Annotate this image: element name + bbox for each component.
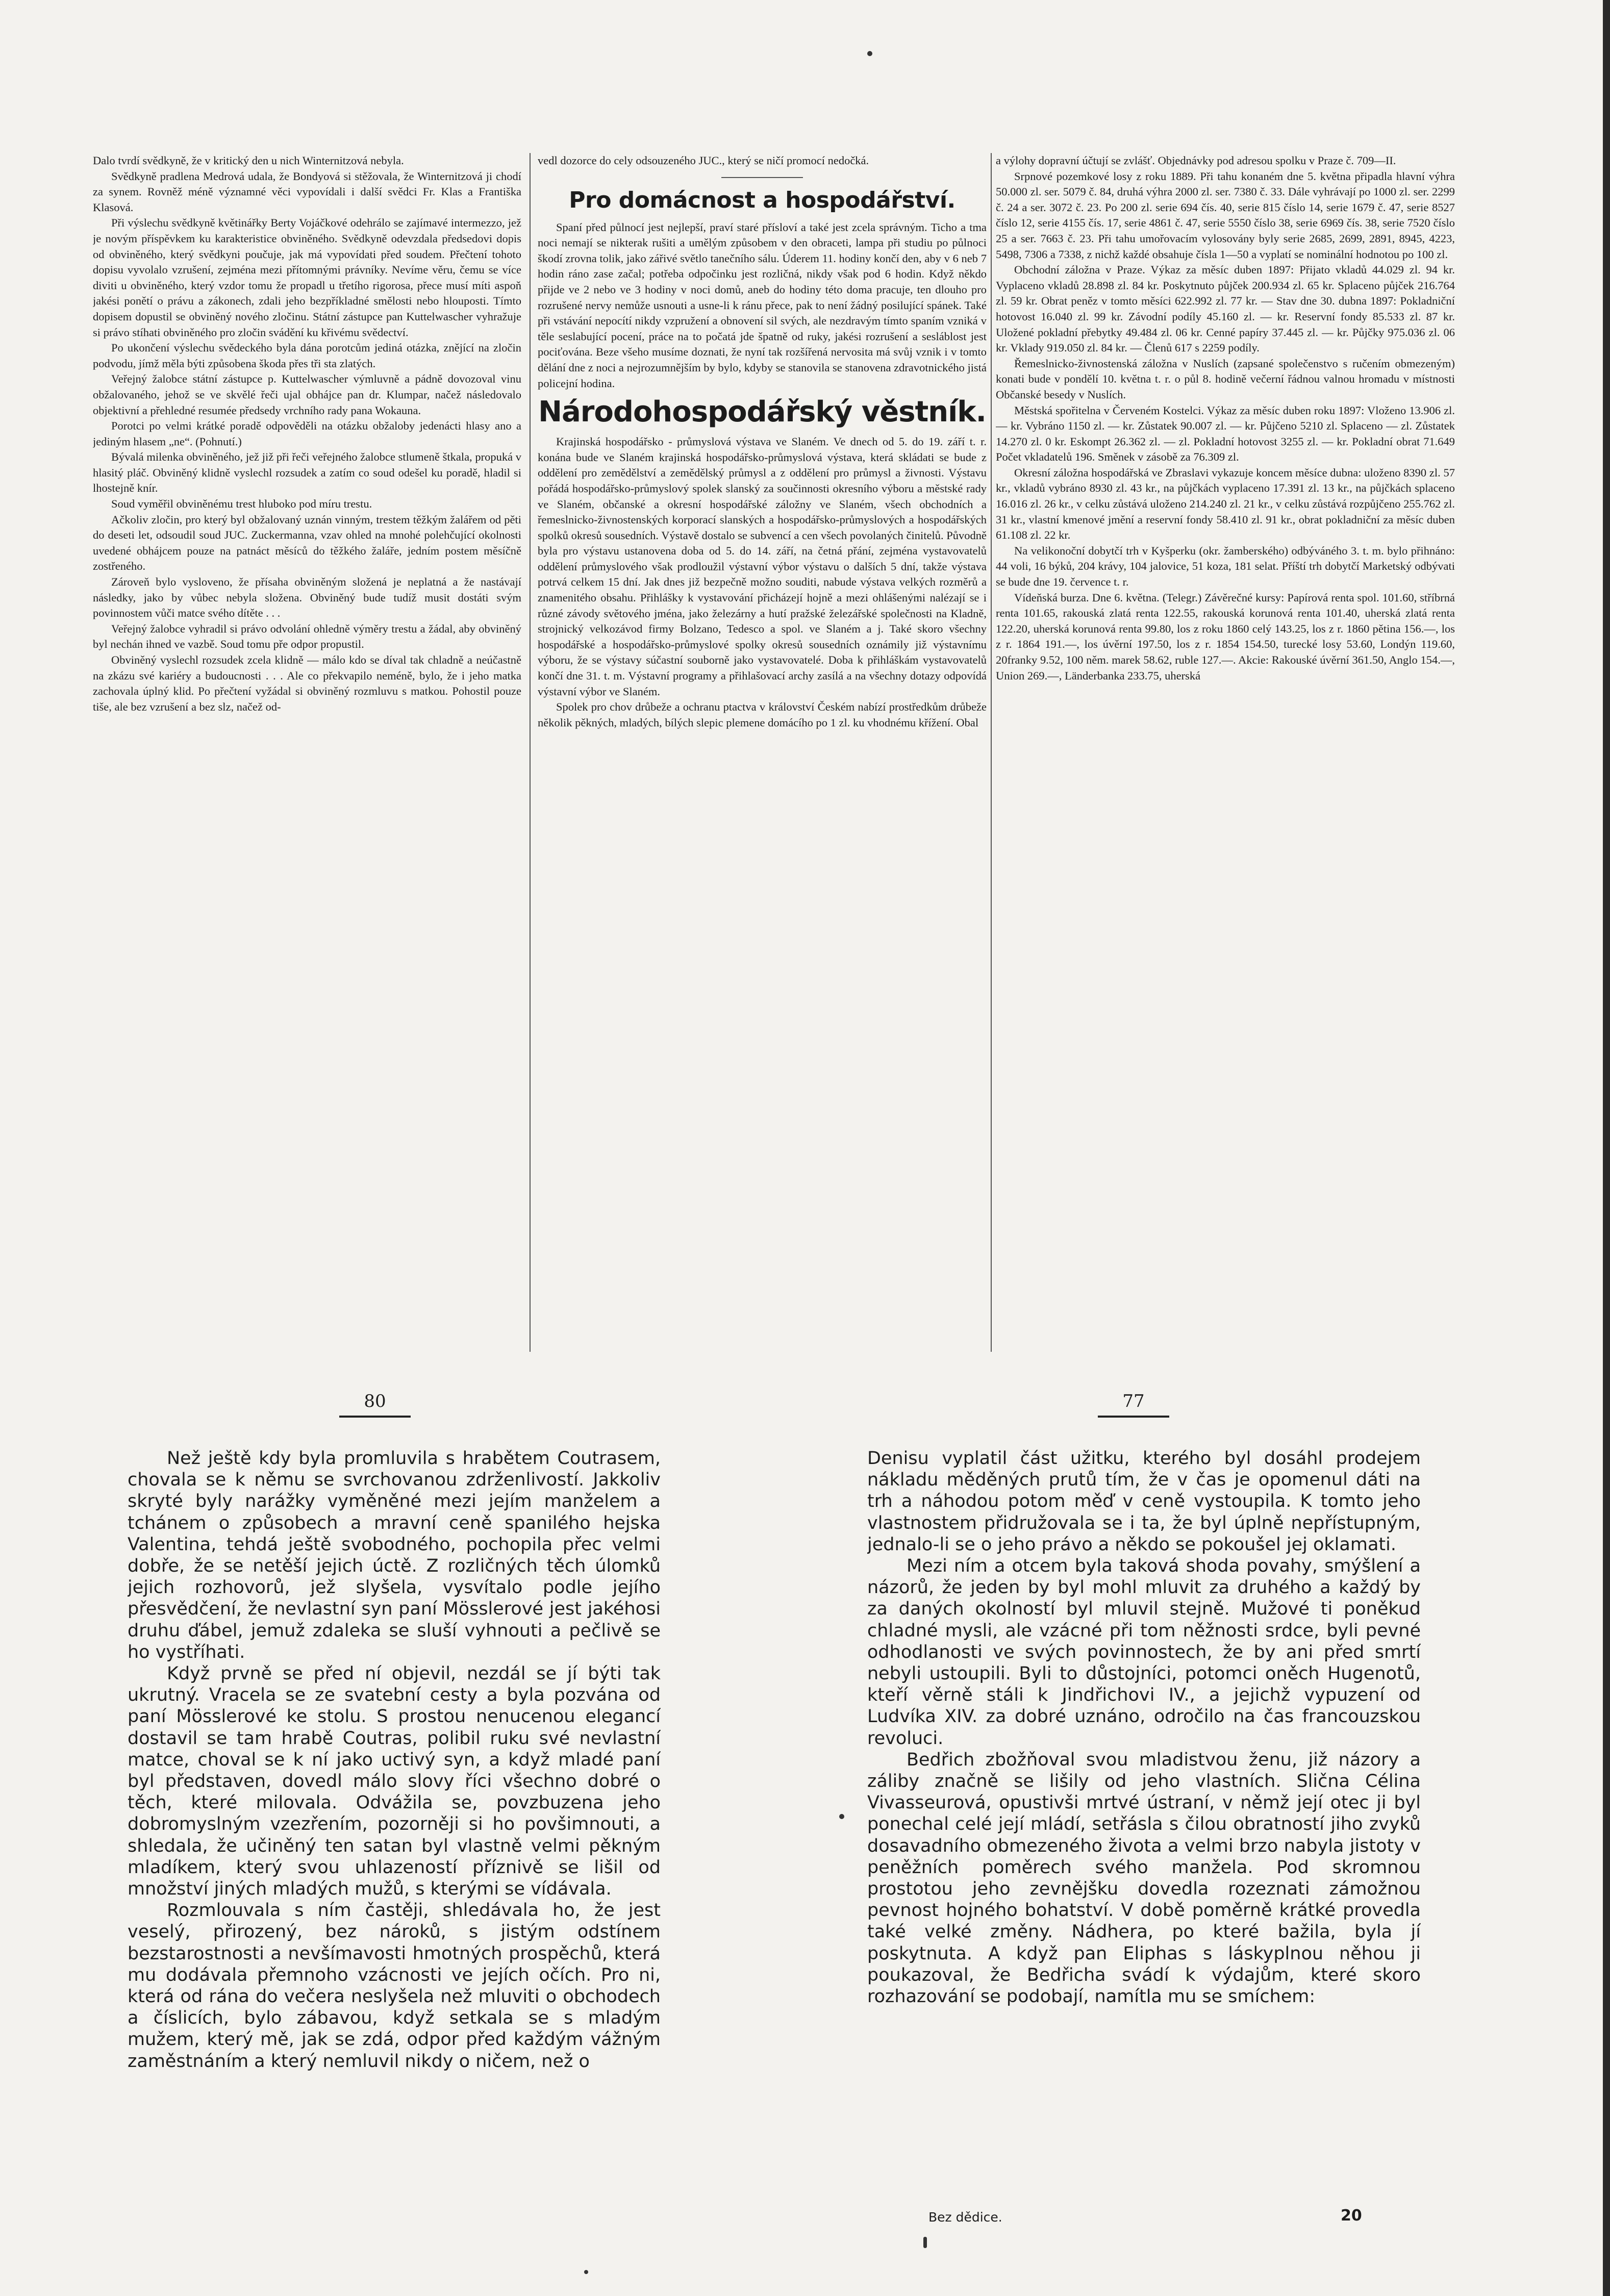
section-divider	[721, 177, 803, 178]
ink-speck	[584, 2270, 588, 2274]
ink-speck	[839, 1814, 844, 1819]
column-divider	[991, 153, 992, 1352]
news-paragraph: Veřejný žalobce státní zástupce p. Kuttelwascher výmluvně a pádně dovozoval vinu obžalovaného, jehož se ve skvělé řeči ujal obhájce pan dr. Klumpar, načež následovalo objektivní a přehledné resumée předsedy vrchního rady pana Wokauna.	[93, 372, 521, 417]
news-paragraph: Řemeslnicko-živnostenská záložna v Nuslích (zapsané společenstvo s ručením obmezeným) konati bude v pondělí 10. května t. r. o půl 8. hodině večerní řádnou valnou hromadu v místnosti Občanské besedy v Nuslích.	[996, 357, 1455, 401]
news-paragraph: Zároveň bylo vysloveno, že přísaha obviněným složená je neplatná a že nastávají následky, jako by vůbec nebyla složena. Obviněný bude tudíž musit dostáti svým povinnostem vůči matce svého dítěte . . .	[93, 575, 521, 620]
ink-speck	[923, 2237, 927, 2248]
news-paragraph: Bývalá milenka obviněného, jež již při řeči veřejného žalobce stlumeně štkala, propuká v hlasitý pláč. Obviněný klidně vyslechl rozsudek a zatím co soud odešel ku poradě, hladil si lhostejně knír.	[93, 450, 521, 495]
book-paragraph: Bedřich zbožňoval svou mladistvou ženu, již názory a záliby značně se lišily od jeho vlastních. Slična Célina Vivasseurová, opustivši mrtvé ústraní, v němž její otec ji byl ponechal celé její mládí, setřásla s čilou obratností jiho zvyků dosavadního obmezeného života a velmi brzo nabyla jistoty v peněžních poměrech svého manžela. Pod skromnou prostotou jeho zevnějšku dovedla rozeznati zámožnou pevnost hojného bohatství. V době poměrně krátké provedla také velké změny. Nádhera, po které bažila, byla jí poskytnuta. A když pan Eliphas s láskyplnou něhou ji poukazoval, že Bedřicha svádí k výdajům, které skoro rozhazování se podobají, namítla mu se smíchem:	[867, 1749, 1421, 2007]
book-paragraph: Než ještě kdy byla promluvila s hrabětem Coutrasem, chovala se k němu se svrchovanou zdrženlivostí. Jakkoliv skryté byly narážky vyměněné mezi jejím manželem a tchánem o způsobech a mravní ceně spanilého hejska Valentina, tehdá ještě svobodného, pochopila přec velmi dobře, že se netěší jejich úctě. Z rozličných těch úlomků jejich rozhovorů, jež slyšela, vysvítalo podle jejího přesvědčení, že nevlastní syn paní Mösslerové jest jakéhosi druhu ďábel, jemuž zdaleka se sluší vyhnouti a pečlivě se ho vystříhati.	[128, 1448, 661, 1662]
page-number-right: 77	[1098, 1391, 1169, 1418]
news-paragraph: Obviněný vyslechl rozsudek zcela klidně — málo kdo se díval tak chladně a neúčastně na zkázu své kariéry a budoucnosti . . . Ale co překvapilo neméně, bylo, že i jeho matka zachovala úplný klid. Po přečtení vyžádal si obviněný rozmluvu s matkou. Pohostil pouze tiše, ale bez vzrušení a bez slz, načež od-	[93, 653, 521, 713]
news-paragraph: Po ukončení výslechu svědeckého byla dána porotcům jediná otázka, znějící na zločin podvodu, jímž měla býti způsobena škoda přes tři sta zlatých.	[93, 341, 521, 370]
book-paragraph: Denisu vyplatil část užitku, kterého byl dosáhl prodejem nákladu měděných prutů tím, že v čas je opomenul dáti na trh a náhodou potom měď v ceně vystoupila. K tomto jeho vlastnostem přidružovala se i ta, že byl úplně nepřístupným, jednalo-li se o jeho právo a někdo se pokoušel jej oklamati.	[867, 1448, 1421, 1555]
news-paragraph: Soud vyměřil obviněnému trest hluboko pod míru trestu.	[111, 497, 372, 511]
running-footer-title: Bez dědice.	[928, 2210, 1002, 2225]
news-paragraph: Srpnové pozemkové losy z roku 1889. Při tahu konaném dne 5. května připadla hlavní výhra 50.000 zl. ser. 5079 č. 84, druhá výhra 2000 zl. ser. 7380 č. 33. Dále vyhrávají po 1000 zl. ser. 2299 č. 24 a ser. 3072 č. 23. Po 200 zl. serie 694 čís. 40, serie 815 číslo 14, serie 1679 č. 47, serie 8527 číslo 12, serie 4155 čís. 17, serie 4861 č. 47, serie 5550 číslo 38, serie 6969 čís. 38, serie 7520 číslo 25 a ser. 7663 č. 23. Při tahu umořovacím vylosovány byly serie 2685, 2699, 2891, 8945, 4223, 5498, 7306 a 7338, z nichž každé obsahuje čísla 1—50 a vyplatí se nominální hodnotou po 100 zl.	[996, 169, 1455, 261]
section-heading-vestnik: Národohospodářský věstník.	[538, 395, 986, 429]
news-paragraph: Spaní před půlnocí jest nejlepší, praví staré přísloví a také jest zcela správným. Ticho a tma noci nemají se nikterak rušiti a umělým způsobem v den obraceti, lampa při studiu po půlnoci škodí zrovna tolik, jako zářivé světlo tanečního sálu. Úderem 11. hodiny končí den, aby v 6 neb 7 hodin ráno zase začal; potřeba odpočinku jest rozličná, nikdy však pod 6 hodin. Když někdo přijde ve 2 nebo ve 3 hodiny v noci domů, aneb do hodiny této doma pracuje, ten dlouho pro rozrušené nervy nemůže usnouti a usne-li k ránu přece, pak to není žádný posilující spánek. Také při vstávání nepocítí nikdy vzpružení a obnovení sil svých, ale nezdravým tímto spaním vzniká v těle seslabující pocení, práce na to počatá jde špatně od ruky, jakési rozrušení a sesláblost jest pociťována. Beze všeho musíme doznati, že nyní tak rozšířená nervosita má svůj vznik i v tomto dělání dne z noci a nejrozumnějším by bylo, kdyby se stanovila se stanovena zdravotnického jistá policejní hodina.	[538, 220, 987, 390]
ink-speck	[867, 51, 872, 56]
news-paragraph: Vídeňská burza. Dne 6. května. (Telegr.) Závěrečné kursy: Papírová renta spol. 101.60, stříbrná renta 101.65, rakouská zlatá renta 122.55, rakouská korunová renta 101.40, uherská zlatá renta 122.20, uherská korunová renta 99.80, los z roku 1860 celý 143.25, los z r. 1860 pětina 156.—, los z r. 1864 191.—, los úvěrní 197.50, los z r. 1854 154.50, turecké losy 53.60, Londýn 119.60, 20franky 9.52, 100 něm. marek 58.62, ruble 127.—. Akcie: Rakouské úvěrní 361.50, Anglo 154.—, Union 269.—, Länderbanka 233.75, uherská	[996, 591, 1455, 682]
news-paragraph: Ačkoliv zločin, pro který byl obžalovaný uznán vinným, trestem těžkým žalářem od pěti do deseti let, odsoudil soud JUC. Zuckermanna, vzav ohled na mnohé polehčující okolnosti uvedené obhájcem pouze na patnáct měsíců do těžkého žaláře, jedním postem měsíčně zostřeného.	[93, 513, 521, 573]
news-paragraph: Spolek pro chov drůbeže a ochranu ptactva v království Českém nabízí prostředkům drůbeže několik pěkných, mladých, bílých slepic plemene domácího po 1 zl. ku vhodnému křížení. Obal	[538, 700, 987, 729]
news-paragraph: Na velikonoční dobytčí trh v Kyšperku (okr. žamberského) odbýváného 3. t. m. bylo přihnáno: 44 voli, 16 býků, 204 krávy, 104 jalovice, 51 koza, 181 selat. Příští trh dobytčí Marketský odbývati se bude dne 19. července t. r.	[996, 544, 1455, 589]
news-paragraph: vedl dozorce do cely odsouzeného JUC., který se ničí promocí nedočká.	[538, 154, 869, 167]
book-paragraph: Mezi ním a otcem byla taková shoda povahy, smýšlení a názorů, že jeden by byl mohl mluvit za druhého a každý by za daných okolností byl mluvil stejně. Mužové ti poněkud chladné mysli, ale vzácné při tom něžnosti srdce, byli pevné odhodlanosti ve svých povinnostech, že by ani před smrtí nebyli ustoupili. Byli to důstojníci, potomci oněch Hugenotů, kteří věrně stáli k Jindřichovi IV., a jejichž vypuzení od Ludvíka XIV. za dobré uznáno, odročilo na čas francouzskou revoluci.	[867, 1556, 1421, 1749]
news-paragraph: Při výslechu svědkyně květinářky Berty Vojáčkové odehrálo se zajímavé intermezzo, jež je novým příspěvkem ku karakteristice obviněného. Svědkyně odevzdala předsedovi dopis od obviněného, který svědkyni poučuje, jak má vypovídati před soudem. Přečtení tohoto dopisu vyvolalo vzrušení, zejména mezi přítomnými právníky. Nevíme věru, čemu se více diviti u obviněného, který vzdor tomu že propadl u třetího rigorosa, přece musí míti aspoň jakési ponětí o právu a zákonech, zdali jeho bezpříkladné smělosti nebo hlouposti. Tímto dopisem dopustil se obviněný nového zločinu. Státní zástupce pan Kuttelwascher vyhražuje si právo stíhati obviněného pro zločin svádění ku křivému svědectví.	[93, 216, 521, 339]
book-paragraph: Rozmlouvala s ním častěji, shledávala ho, že jest veselý, přirozený, bez nároků, s jistým odstínem bezstarostnosti a nevšímavosti hmotných prospěchů, která mu dodávala přemnoho vzácnosti ve jejích očích. Pro ni, která od rána do večera neslyšela než mluviti o obchodech a číslicích, bylo zábavou, když setkala se s mladým mužem, který mě, jak se zdá, odpor před každým vážným zaměstnáním a který nemluvil nikdy o ničem, než o	[128, 1900, 661, 2072]
book-page-right	[867, 1448, 1421, 2182]
news-column-3	[996, 153, 1455, 1352]
section-heading-domacnost: Pro domácnost a hospodářství.	[569, 187, 955, 213]
column-divider	[530, 153, 531, 1352]
book-page-left	[128, 1448, 661, 2243]
news-paragraph: Dalo tvrdí svědkyně, že v kritický den u nich Winternitzová nebyla.	[93, 154, 404, 167]
news-paragraph: Svědkyně pradlena Medrová udala, že Bondyová si stěžovala, že Winternitzová ji chodí za synem. Rovněž méně významné věci vypovídali i další svědci Fr. Klas a Františka Klasová.	[93, 169, 521, 214]
news-paragraph: Okresní záložna hospodářská ve Zbraslavi vykazuje koncem měsíce dubna: uloženo 8390 zl. 57 kr., vkladů vybráno 8930 zl. 43 kr., na půjčkách vyplaceno 17.391 zl. 13 kr., na půjčkách splaceno 16.016 zl. 26 kr., v celku zůstává uloženo 214.240 zl. 21 kr., v celku zůstává rozpůjčeno 255.762 zl. 31 kr., vlastní kmenové jmění a reservní fondy 58.410 zl. 91 kr., obrat pokladniční za měsíc duben 61.108 zl. 22 kr.	[996, 466, 1455, 542]
news-column-2	[538, 153, 987, 1352]
news-paragraph: Obchodní záložna v Praze. Výkaz za měsíc duben 1897: Přijato vkladů 44.029 zl. 94 kr. Vyplaceno vkladů 28.898 zl. 84 kr. Poskytnuto půjček 200.934 zl. 65 kr. Splaceno půjček 216.764 zl. 59 kr. Obrat peněz v tomto měsíci 622.992 zl. 77 kr. — Stav dne 30. dubna 1897: Pokladniční hotovost 16.040 zl. 99 kr. Závodní podíly 45.160 zl. — kr. Reservní fondy 85.533 zl. 87 kr. Uložené pokladní přebytky 49.484 zl. 06 kr. Cenné papíry 37.445 zl. — kr. Půjčky 975.036 zl. 06 kr. Vklady 919.050 zl. 84 kr. — Členů 617 s 2259 podíly.	[996, 263, 1455, 355]
signature-number: 20	[1341, 2207, 1362, 2225]
news-paragraph: Veřejný žalobce vyhradil si právo odvolání ohledně výměry trestu a žádal, aby obviněný byl nechán ihned ve vazbě. Soud tomu pře odpor propustil.	[93, 622, 521, 651]
newspaper-clipping	[93, 153, 1460, 1352]
news-paragraph: Porotci po velmi krátké poradě odpověděli na otázku obžaloby jedenácti hlasy ano a jediným hlasem „ne“. (Pohnutí.)	[93, 419, 521, 448]
book-paragraph: Když prvně se před ní objevil, nezdál se jí býti tak ukrutný. Vracela se ze svatební cesty a byla pozvána od paní Mösslerové ke stolu. S prostou nenucenou elegancí dostavil se tam hrabě Coutras, polibil ruku své nevlastní matce, choval se k ní jako uctivý syn, a když mladé paní byl představen, dovedl málo slovy říci všechno dobré o těch, které milovala. Odvážila se, povzbuzena jeho dobromyslným vzezřením, pozorněji si ho povšimnouti, a shledala, že učiněný ten satan byl vlastně velmi pěkným mladíkem, který svou uhlazeností příznivě se lišil od množství jiných mladých mužů, s kterými se vídávala.	[128, 1663, 661, 1900]
news-paragraph: a výlohy dopravní účtují se zvlášť. Objednávky pod adresou spolku v Praze č. 709—II.	[996, 154, 1396, 167]
news-paragraph: Krajinská hospodářsko - průmyslová výstava ve Slaném. Ve dnech od 5. do 19. září t. r. konána bude ve Slaném krajinská hospodářsko-průmyslová výstava, která skládati se bude z oddělení pro zemědělství a zemědělský průmysl a z oddělení pro průmysl a živnosti. Výstavu pořádá hospodářsko-průmyslový spolek slanský za součinnosti okresního výboru a městské rady ve Slaném, občanské a okresní hospodářské záložny ve Slaném, všech obchodních a řemeslnicko-živnostenských korporací slanských a hospodářsko-průmyslových a hospodářských spolků okresů sousedních. Výstavě dostalo se subvencí a cen všech povolaných činitelů. Původně byla pro výstavu ustanovena doba od 5. do 14. září, na četná přání, zejména vystavovatelů oddělení průmyslového však prodloužil výstavní výbor výstavu o dalších 5 dní, takže výstava potrvá celkem 15 dní. Jak dnes již bezpečně možno souditi, nabude výstava velkých rozměrů a znamenitého obsahu. Přihlášky k vystavování přicházejí hojně a mezi ohlášenými nalézají se i různé závody světového jména, jako železárny a hutí pražské železářské společnosti na Kladně, strojnický velkozávod firmy Bolzano, Tedesco a spol. ve Slaném a j. Také skoro všechny hospodářské a hospodářsko-průmyslové spolky okresů sousedních oznámily již výstavnímu výboru, že se výstavy súčastní souborně jako vystavovatelé. Doba k přihláškám vystavovatelů končí dne 31. t. m. Výstavní programy a přihlašovací archy zasílá a na všechny dotazy odpovídá výstavní výbor ve Slaném.	[538, 435, 987, 698]
news-paragraph: Městská spořitelna v Červeném Kostelci. Výkaz za měsíc duben roku 1897: Vloženo 13.906 zl. — kr. Vybráno 1150 zl. — kr. Zůstatek 90.007 zl. — kr. Půjčeno 5210 zl. Splaceno — zl. Zůstatek 14.270 zl. 0 kr. Eskompt 26.362 zl. — zl. Pokladní hotovost 3255 zl. — kr. Pokladní obrat 71.649 Počet vkladatelů 196. Směnek v zásobě za 76.309 zl.	[996, 403, 1455, 464]
page-number-left: 80	[339, 1391, 411, 1418]
news-column-1	[93, 153, 521, 1352]
